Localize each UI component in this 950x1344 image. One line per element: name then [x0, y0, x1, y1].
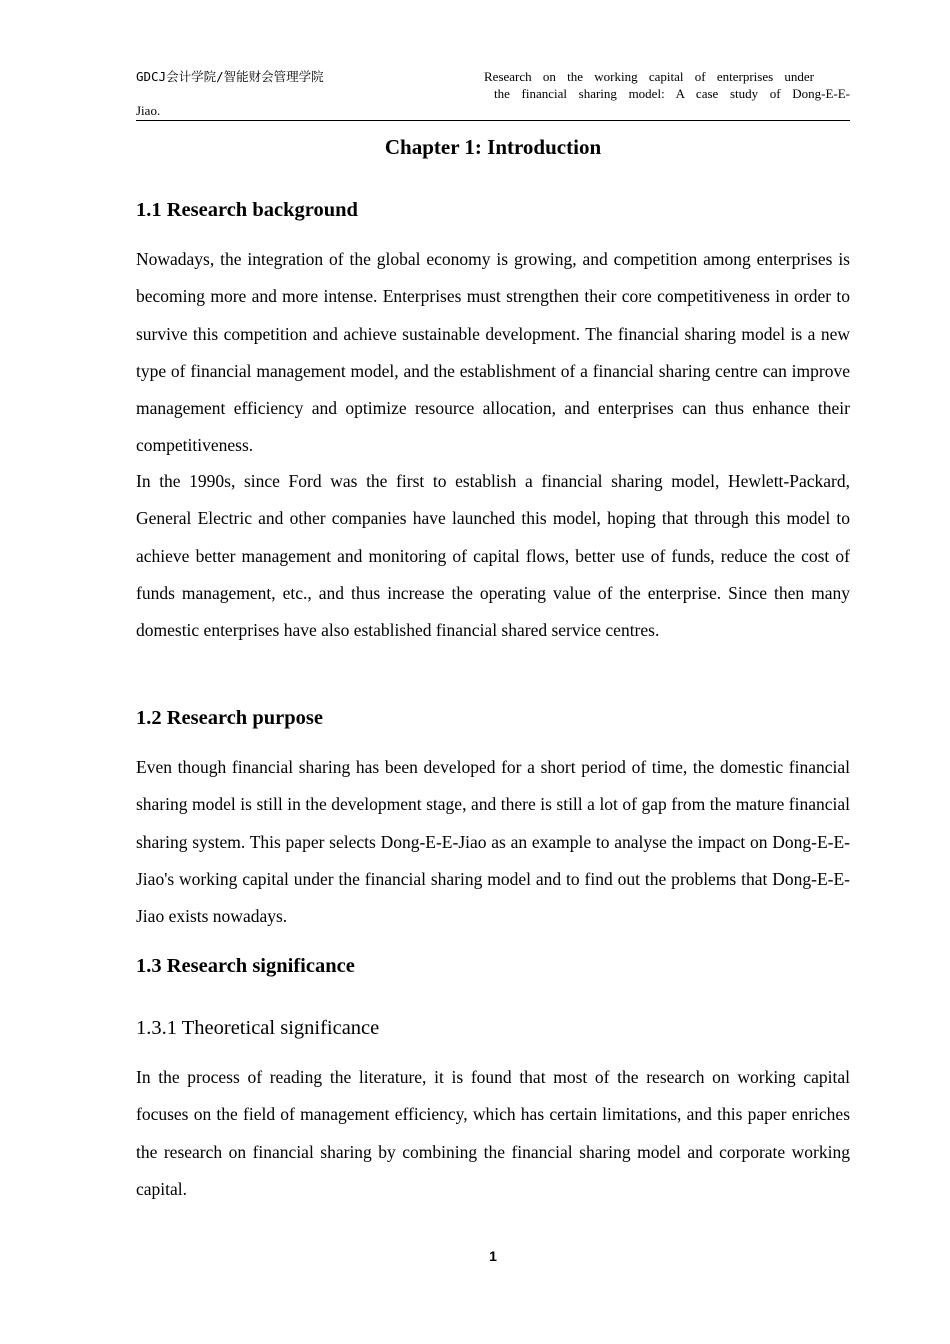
page-number: 1 [489, 1248, 497, 1264]
paragraph-theoretical-significance: In the process of reading the literature, it is found that most of the research on working capital focuses on the field of management efficiency, which has certain limitations, and this paper enriches the research on financial sharing by combining the financial sharing model and corporate working capital. [136, 1067, 850, 1199]
header-institution: GDCJ会计学院/智能财会管理学院 [136, 69, 324, 84]
running-header [136, 68, 850, 121]
document-page [136, 0, 850, 1344]
section-heading-research-purpose: 1.2 Research purpose [136, 707, 323, 729]
header-title-line-3: Jiao. [136, 103, 161, 118]
paragraph-background-2: In the 1990s, since Ford was the first to establish a financial sharing model, Hewlett-Packard, General Electric and other companies have launched this model, hoping that through this model to achieve better management and monitoring of capital flows, better use of funds, reduce the cost of funds management, etc., and thus increase the operating value of the enterprise. Since then many domestic enterprises have also established financial shared service centres. [136, 471, 850, 641]
paragraph-background-1: Nowadays, the integration of the global economy is growing, and competition among enterprises is becoming more and more intense. Enterprises must strengthen their core competitiveness in order to survive this competition and achieve sustainable development. The financial sharing model is a new type of financial management model, and the establishment of a financial sharing centre can improve management efficiency and optimize resource allocation, and enterprises can thus enhance their competitiveness. [136, 249, 850, 456]
header-title-line-1: Research on the working capital of enterprises under [484, 69, 814, 84]
section-heading-research-background: 1.1 Research background [136, 199, 358, 221]
subsection-heading-theoretical-significance: 1.3.1 Theoretical significance [136, 1017, 380, 1039]
paragraph-purpose: Even though financial sharing has been developed for a short period of time, the domestic financial sharing model is still in the development stage, and there is still a lot of gap from the mature financial sharing system. This paper selects Dong-E-E-Jiao as an example to analyse the impact on Dong-E-E-Jiao's working capital under the financial sharing model and to find out the problems that Dong-E-E-Jiao exists nowadays. [136, 757, 850, 927]
header-title-line-2: the financial sharing model: A case study of Dong-E-E- [494, 86, 850, 101]
section-heading-research-significance: 1.3 Research significance [136, 955, 355, 977]
chapter-title: Chapter 1: Introduction [384, 135, 602, 159]
